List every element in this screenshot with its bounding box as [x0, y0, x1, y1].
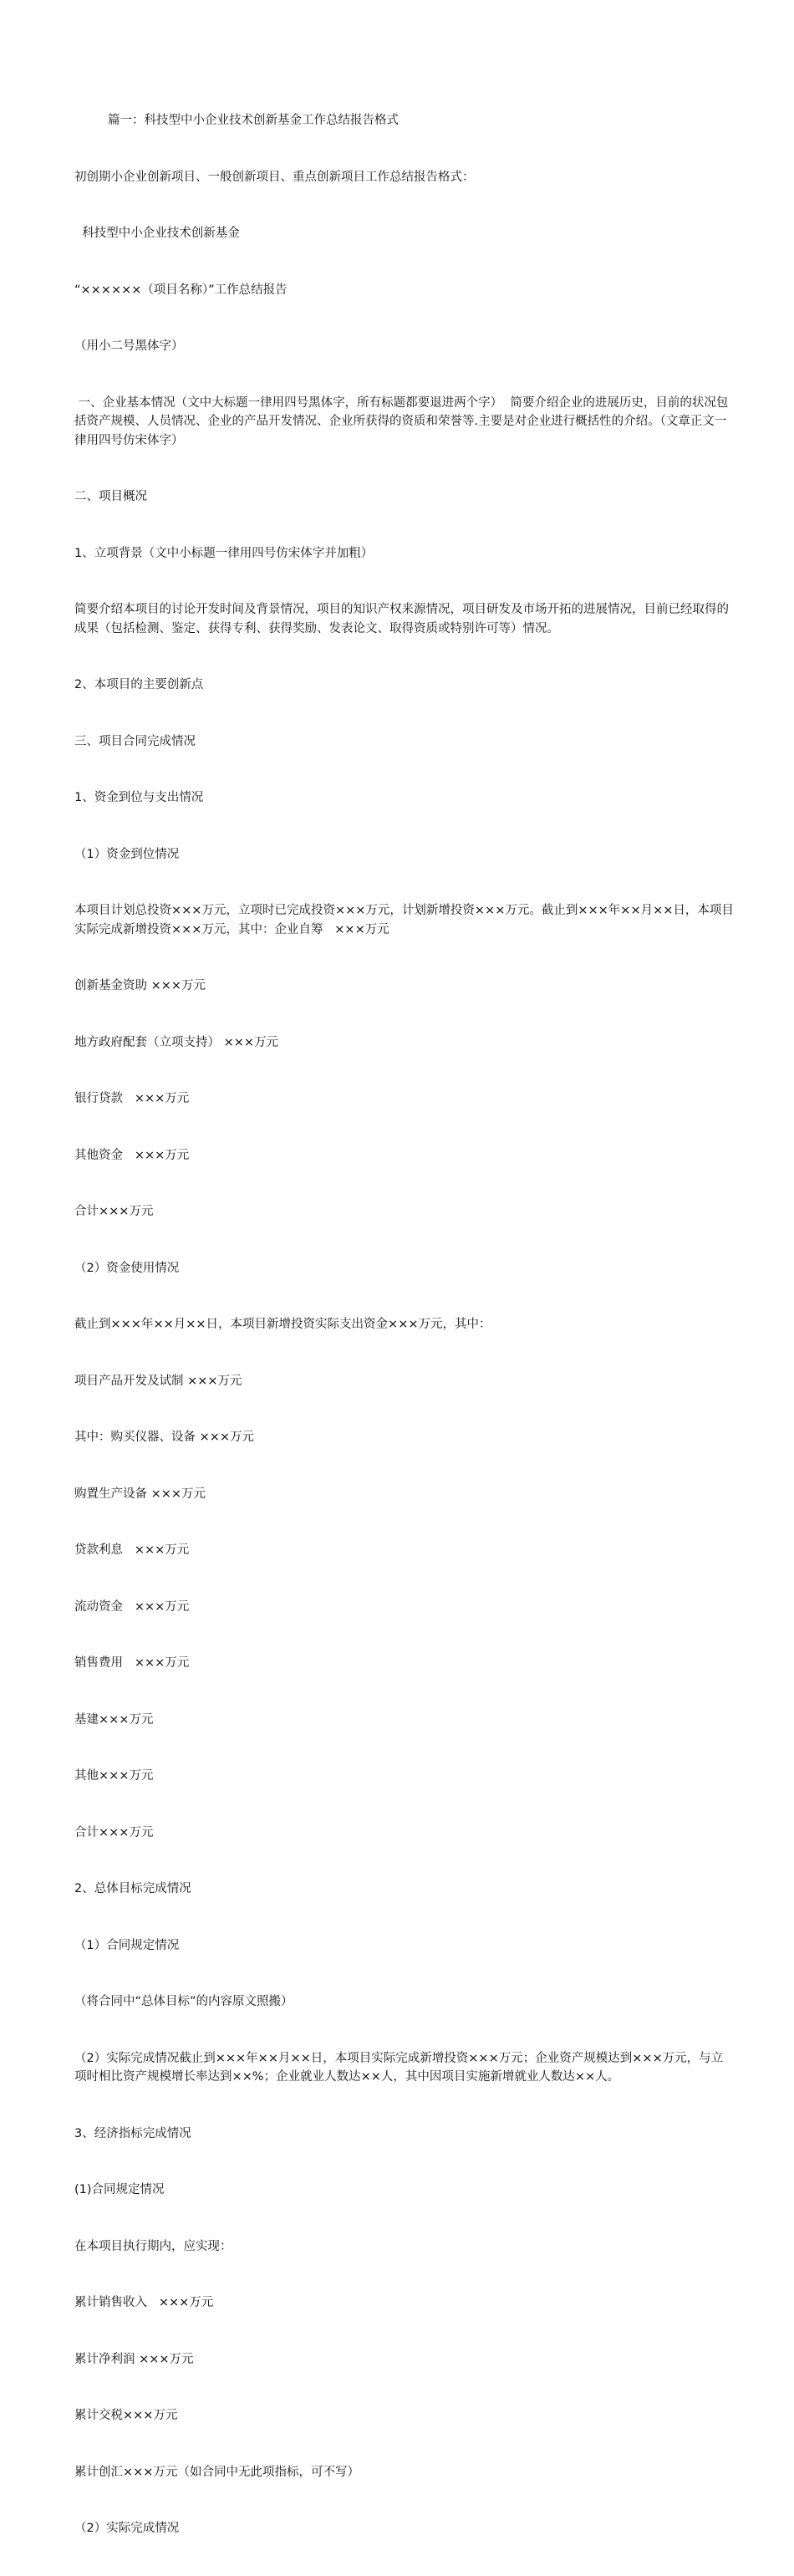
text-line: 地方政府配套（立项支持） ×××万元: [74, 1035, 279, 1049]
text-line: 其中：购买仪器、设备 ×××万元: [74, 1431, 255, 1444]
text-line: 创新基金资助 ×××万元: [74, 979, 206, 992]
text-line: 购置生产设备 ×××万元: [74, 1487, 206, 1501]
text-line: 其他×××万元: [74, 1769, 154, 1783]
text-line: 贷款利息 ×××万元: [74, 1543, 190, 1557]
text-line: （2）实际完成情况: [74, 2522, 180, 2535]
subsection-heading: 3、经济指标完成情况: [74, 2126, 191, 2140]
subsection-heading: 2、本项目的主要创新点: [74, 678, 204, 691]
text-line: （1）资金到位情况: [74, 847, 180, 861]
text-line: 合计×××万元: [74, 1205, 154, 1218]
text-line: 累计创汇×××万元（如合同中无此项指标，可不写）: [74, 2465, 359, 2479]
text-line: 累计交税×××万元: [74, 2409, 178, 2422]
document-title: 篇一：科技型中小企业技术创新基金工作总结报告格式: [108, 114, 399, 127]
text-line: 初创期小企业创新项目、一般创新项目、重点创新项目工作总结报告格式：: [74, 170, 475, 184]
section-heading: 二、项目概况: [74, 490, 147, 503]
text-line: 基建×××万元: [74, 1712, 154, 1727]
text-line: 简要介绍本项目的讨论开发时间及背景情况，项目的知识产权来源情况，项目研发及市场开拓的进展情况，目前已经取得的成果（包括检测、鉴定、获得专利、获得奖励、发表论文、取得资质或特别许可等）情况。: [74, 603, 729, 635]
text-line: （2）资金使用情况: [74, 1261, 180, 1275]
text-line: 销售费用 ×××万元: [74, 1656, 190, 1670]
text-line: (1)合同规定情况: [74, 2183, 165, 2196]
text-line: “××××××（项目名称）”工作总结报告: [74, 283, 288, 297]
text-line: （1）合同规定情况: [74, 1938, 180, 1952]
text-line: 科技型中小企业技术创新基金: [74, 227, 240, 240]
text-line: 项目产品开发及试制 ×××万元: [74, 1374, 242, 1388]
text-line: 在本项目执行期内，应实现：: [74, 2239, 232, 2253]
subsection-heading: 2、总体目标完成情况: [74, 1882, 191, 1895]
text-line: 一、企业基本情况（文中大标题一律用四号黑体字，所有标题都要退进两个字） 简要介绍企业的进展历史，目前的状况包括资产规模、人员情况、企业的产品开发情况、企业所获得的资质和荣誉等.主要是对企业进行概括性的介绍。（文章正文一律用四号仿宋体字）: [74, 395, 729, 447]
text-line: 本项目计划总投资×××万元，立项时已完成投资×××万元，计划新增投资×××万元。截止到×××年××月××日，本项目实际完成新增投资×××万元，其中：企业自筹 ×××万元: [74, 904, 734, 936]
text-line: 银行贷款 ×××万元: [74, 1092, 190, 1105]
section-heading: 三、项目合同完成情况: [74, 734, 196, 748]
text-line: 流动资金 ×××万元: [74, 1599, 190, 1614]
subsection-heading: 1、立项背景（文中小标题一律用四号仿宋体字并加粗）: [74, 546, 374, 560]
document-body: [74, 74, 735, 2576]
subsection-heading: 1、资金到位与支出情况: [74, 791, 204, 804]
text-line: 累计净利润 ×××万元: [74, 2352, 194, 2366]
text-line: 其他资金 ×××万元: [74, 1148, 190, 1162]
text-line: （2）实际完成情况截止到×××年××月××日，本项目实际完成新增投资×××万元；企业资产规模达到×××万元，与立项时相比资产规模增长率达到××%；企业就业人数达××人，其中因项目实施新增就业人数达××人。: [74, 2051, 724, 2084]
text-line: 累计销售收入 ×××万元: [74, 2296, 214, 2309]
text-line: 截止到×××年××月××日，本项目新增投资实际支出资金×××万元，其中：: [74, 1318, 491, 1331]
text-line: （将合同中“总体目标”的内容原文照搬）: [74, 1995, 293, 2008]
text-line: （用小二号黑体字）: [74, 339, 184, 353]
text-line: 合计×××万元: [74, 1825, 154, 1839]
